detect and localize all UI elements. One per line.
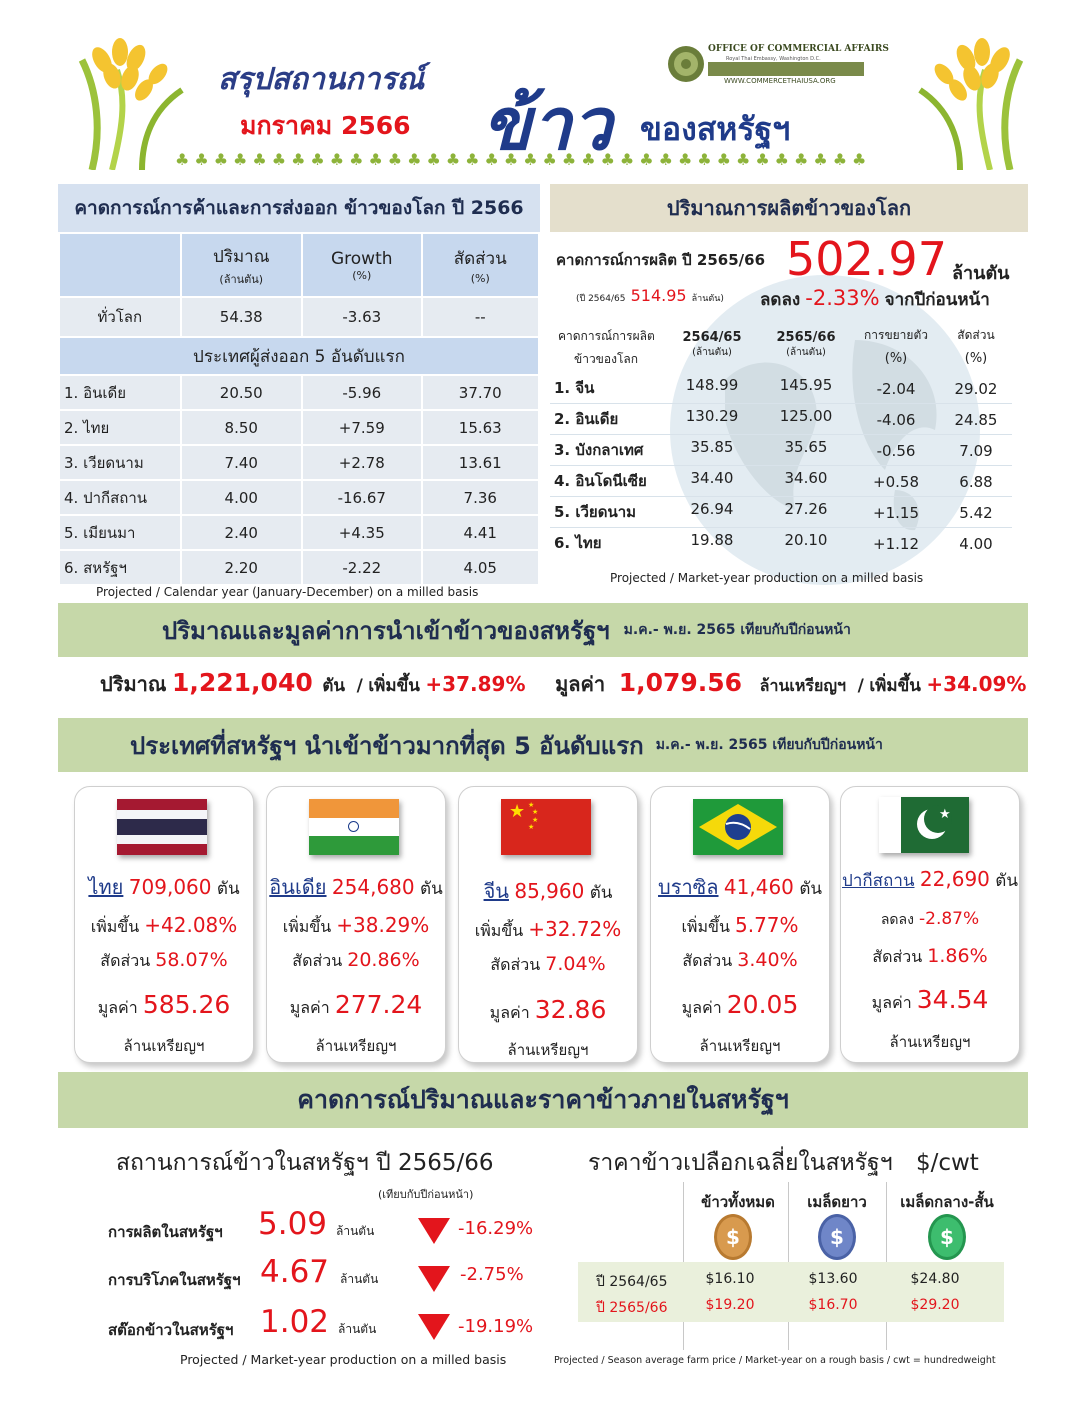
prod-col-y1 [672, 330, 752, 360]
price-row [578, 1294, 1004, 1320]
val-unit: ล้านเหรียญฯ [759, 676, 846, 695]
card-change [841, 909, 1019, 931]
situation-unit: ล้านตัน [340, 1272, 379, 1286]
top-sources-period: ม.ค.- พ.ย. 2565 เทียบกับปีก่อนหน้า [655, 737, 883, 753]
source-card-china [458, 786, 638, 1063]
row-name: 4. อินโดนีเซีย [554, 472, 647, 490]
row-y1: 148.99 [685, 376, 739, 394]
table-header-row [59, 233, 539, 297]
card-qty: 254,680 [331, 875, 415, 899]
forecast-unit: ล้านตัน [952, 263, 1010, 284]
card-value-unit: ล้านเหรียญฯ [889, 1033, 971, 1051]
card-value-unit: ล้านเหรียญฯ [507, 1041, 589, 1059]
card-value-unit: ล้านเหรียญฯ [315, 1037, 397, 1055]
price-col-long: เมล็ดยาว [807, 1193, 867, 1211]
row-name: 3. เวียดนาม [59, 445, 181, 480]
row-share: 13.61 [422, 445, 539, 480]
down-arrow-icon [418, 1218, 450, 1244]
card-share-label: สัดส่วน [490, 955, 541, 974]
price-col-all: ข้าวทั้งหมด [701, 1193, 775, 1211]
col-growth-unit: (%) [352, 268, 372, 282]
price-medium: $29.20 [910, 1297, 960, 1313]
qty-growth: +37.89% [425, 672, 526, 696]
row-qty: 7.40 [181, 445, 302, 480]
col-growth: Growth [330, 248, 393, 269]
change-value: -2.33% [805, 286, 880, 310]
card-value-label: มูลค่า [681, 998, 722, 1017]
card-unit: ตัน [799, 879, 822, 899]
top-exporters-label: ประเทศผู้ส่งออก 5 อันดับแรก [59, 337, 539, 375]
us-import-title-bar [58, 603, 1028, 657]
world-share: -- [422, 297, 539, 337]
pakistan-flag-icon: ★ [879, 797, 969, 853]
card-change [651, 913, 829, 940]
price-all: $19.20 [705, 1297, 755, 1313]
row-growth: +1.15 [873, 504, 919, 522]
card-headline [459, 875, 637, 907]
row-growth: -4.06 [876, 411, 916, 429]
row-name: 1. จีน [554, 379, 595, 397]
prod-col-growth [856, 326, 936, 366]
row-growth: -16.67 [302, 480, 422, 515]
prod-col-share-unit: (%) [964, 351, 988, 366]
header-month: มกราคม 2566 [240, 111, 411, 140]
price-row [578, 1268, 1004, 1294]
india-flag-icon [309, 799, 399, 855]
qty-inc-label: เพิ่มขึ้น [368, 676, 420, 696]
card-change [459, 917, 637, 944]
change-suffix: จากปีก่อนหน้า [884, 290, 990, 310]
table-row [550, 496, 1012, 528]
change-line [760, 286, 990, 313]
situation-unit: ล้านตัน [338, 1322, 377, 1336]
header-title-left: สรุปสถานการณ์ [218, 62, 425, 97]
card-country: ปากีสถาน [842, 871, 915, 891]
card-change-value: +38.29% [336, 913, 430, 937]
table-row [59, 480, 539, 515]
row-qty: 2.40 [181, 515, 302, 550]
card-qty: 41,460 [723, 875, 794, 899]
row-name: 2. อินเดีย [554, 410, 619, 428]
situation-change: -2.75% [460, 1264, 524, 1285]
card-value [651, 990, 829, 1021]
qty-label: ปริมาณ [100, 672, 167, 696]
card-qty: 709,060 [128, 875, 212, 899]
card-country: ไทย [88, 875, 124, 899]
prev-value: 514.95 [630, 286, 687, 305]
china-flag-icon: ★ ★ ★ ★ ★ [501, 799, 591, 855]
situation-row [108, 1206, 548, 1252]
seal-icon [666, 44, 706, 84]
prev-suffix: ล้านตัน) [691, 294, 724, 304]
table-row [59, 445, 539, 480]
prod-col-y1-unit: (ล้านตัน) [692, 347, 732, 358]
card-change-label: เพิ่มขึ้น [474, 921, 524, 940]
card-country: อินเดีย [269, 875, 327, 899]
table-row [550, 434, 1012, 466]
prod-col-growth-unit: (%) [884, 351, 908, 366]
coin-icon-medium: $ [928, 1214, 966, 1260]
prod-col-y1-label: 2564/65 [682, 330, 742, 345]
val-label: มูลค่า [555, 672, 606, 696]
qty-value: 1,221,040 [171, 668, 313, 697]
row-share: 24.85 [954, 411, 998, 429]
card-headline [267, 871, 445, 903]
table-row [550, 527, 1012, 558]
table-row [550, 372, 1012, 404]
card-share-value: 20.86% [347, 949, 420, 971]
prod-col-y2-unit: (ล้านตัน) [786, 347, 826, 358]
table-subheader-row [59, 337, 539, 375]
row-growth: +1.12 [873, 535, 919, 553]
row-growth: +4.35 [302, 515, 422, 550]
situation-value: 4.67 [260, 1254, 330, 1290]
table-row [59, 297, 539, 337]
price-long: $16.70 [808, 1297, 858, 1313]
domestic-title: คาดการณ์ปริมาณและราคาข้าวภายในสหรัฐฯ [297, 1085, 789, 1114]
rice-stalk-left-icon [72, 30, 212, 170]
card-share-value: 1.86% [927, 945, 988, 967]
situation-label: สต๊อกข้าวในสหรัฐฯ [108, 1321, 234, 1339]
header-title-big: ข้าว [482, 82, 613, 166]
row-share: 4.00 [959, 535, 993, 553]
situation-unit: ล้านตัน [336, 1224, 375, 1238]
domestic-note-left: Projected / Market-year production on a milled basis [180, 1352, 507, 1367]
thailand-flag-icon [117, 799, 207, 855]
price-year: ปี 2564/65 [596, 1274, 668, 1290]
forecast-value: 502.97 [786, 232, 947, 286]
row-qty: 2.20 [181, 550, 302, 585]
compare-note: (เทียบกับปีก่อนหน้า) [378, 1188, 474, 1201]
card-value-unit: ล้านเหรียญฯ [699, 1037, 781, 1055]
price-year: ปี 2565/66 [596, 1300, 668, 1316]
world-trade-title-bar [58, 184, 540, 232]
row-y2: 35.65 [784, 438, 828, 456]
row-share: 4.05 [422, 550, 539, 585]
card-share [267, 949, 445, 974]
row-y2: 27.26 [784, 500, 828, 518]
card-unit: ตัน [420, 879, 443, 899]
card-unit: ตัน [589, 883, 613, 903]
card-share-label: สัดส่วน [292, 951, 343, 970]
source-card-brazil [650, 786, 830, 1063]
card-value-label: มูลค่า [489, 1003, 530, 1022]
row-share: 15.63 [422, 410, 539, 445]
down-arrow-icon [418, 1314, 450, 1340]
card-value-amount: 32.86 [534, 995, 607, 1024]
row-name: 1. อินเดีย [59, 375, 181, 410]
card-change-label: เพิ่มขึ้น [90, 917, 140, 936]
situation-label: การบริโภคในสหรัฐฯ [108, 1271, 241, 1289]
col-share-unit: (%) [470, 272, 490, 285]
brazil-flag-icon [693, 799, 783, 855]
qty-sep: / [356, 676, 363, 696]
office-logo [666, 44, 889, 88]
card-headline [651, 871, 829, 903]
situation-value: 1.02 [260, 1304, 330, 1340]
row-name: 5. เวียดนาม [554, 503, 637, 521]
logo-sub: Royal Thai Embassy, Washington D.C. [726, 56, 821, 62]
coin-icon-all: $ [714, 1214, 752, 1260]
world-label: ทั่วโลก [59, 297, 181, 337]
row-y1: 26.94 [690, 500, 734, 518]
price-unit: $/cwt [915, 1150, 979, 1176]
us-import-title: ปริมาณและมูลค่าการนำเข้าข้าวของสหรัฐฯ [162, 616, 610, 645]
card-share [841, 945, 1019, 970]
card-country: บราซิล [658, 875, 719, 899]
col-qty-unit: (ล้านตัน) [219, 272, 264, 286]
card-value-label: มูลค่า [871, 993, 912, 1012]
row-growth: -2.22 [302, 550, 422, 585]
card-share-value: 58.07% [155, 949, 228, 971]
world-trade-note: Projected / Calendar year (January-December) on a milled basis [96, 585, 479, 599]
prev-prefix: (ปี 2564/65 [576, 294, 626, 304]
card-share-label: สัดส่วน [872, 947, 923, 966]
header-title-right: ของสหรัฐฯ [640, 110, 791, 148]
card-share-label: สัดส่วน [100, 951, 151, 970]
col-qty: ปริมาณ [213, 246, 270, 267]
card-change-label: เพิ่มขึ้น [681, 917, 730, 936]
table-row [550, 465, 1012, 497]
row-growth: -0.56 [876, 442, 916, 460]
price-title: ราคาข้าวเปลือกเฉลี่ยในสหรัฐฯ [588, 1150, 893, 1176]
row-name: 3. บังกลาเทศ [554, 441, 644, 459]
val-inc-label: เพิ่มขึ้น [869, 676, 921, 696]
card-share-value: 3.40% [737, 949, 798, 971]
row-share: 29.02 [954, 380, 998, 398]
row-share: 7.36 [422, 480, 539, 515]
card-value-label: มูลค่า [289, 998, 330, 1017]
forecast-label: คาดการณ์การผลิต ปี 2565/66 [556, 251, 766, 269]
card-share [75, 949, 253, 974]
card-change-label: เพิ่มขึ้น [282, 917, 332, 936]
change-prefix: ลดลง [760, 290, 801, 310]
situation-row [108, 1302, 548, 1348]
card-share [459, 953, 637, 978]
prod-col-share [940, 326, 1012, 366]
situation-row [108, 1254, 548, 1300]
card-change [75, 913, 253, 940]
row-name: 2. ไทย [59, 410, 181, 445]
row-name: 4. ปากีสถาน [59, 480, 181, 515]
row-y2: 34.60 [784, 469, 828, 487]
price-col-medium: เมล็ดกลาง-สั้น [900, 1193, 994, 1211]
price-medium: $24.80 [910, 1271, 960, 1287]
row-share: 5.42 [959, 504, 993, 522]
card-value-amount: 585.26 [142, 990, 231, 1019]
coin-icon-long: $ [818, 1214, 856, 1260]
card-value-amount: 277.24 [334, 990, 423, 1019]
row-share: 4.41 [422, 515, 539, 550]
row-name: 6. ไทย [554, 534, 602, 552]
prod-col-label1: คาดการณ์การผลิต [558, 329, 655, 343]
card-change-value: +32.72% [528, 917, 622, 941]
card-headline [75, 871, 253, 903]
col-share: สัดส่วน [453, 249, 507, 269]
row-y1: 130.29 [685, 407, 739, 425]
row-y2: 125.00 [779, 407, 833, 425]
row-growth: -5.96 [302, 375, 422, 410]
situation-value: 5.09 [258, 1206, 328, 1242]
down-arrow-icon [418, 1266, 450, 1292]
row-share: 7.09 [959, 442, 993, 460]
card-value [267, 990, 445, 1021]
row-y1: 35.85 [690, 438, 734, 456]
world-growth: -3.63 [302, 297, 422, 337]
row-growth: +7.59 [302, 410, 422, 445]
card-value-amount: 34.54 [916, 985, 989, 1014]
rice-row-decoration: ♣♣♣♣♣♣♣♣♣♣♣♣♣♣♣♣♣♣♣♣♣♣♣♣♣♣♣♣♣♣♣♣♣♣♣♣ [175, 150, 872, 169]
world-trade-table [58, 232, 540, 586]
card-headline [841, 867, 1019, 894]
world-production-title-bar [550, 184, 1028, 232]
table-row [59, 515, 539, 550]
logo-url: WWW.COMMERCETHAIUSA.ORG [724, 77, 836, 85]
source-card-thailand [74, 786, 254, 1063]
table-row [59, 410, 539, 445]
us-import-period: ม.ค.- พ.ย. 2565 เทียบกับปีก่อนหน้า [623, 622, 851, 638]
prod-col-label2: ข้าวของโลก [574, 352, 639, 366]
source-card-india [266, 786, 446, 1063]
row-qty: 8.50 [181, 410, 302, 445]
card-change-label: ลดลง [880, 912, 914, 928]
card-change-value: -2.87% [919, 909, 980, 929]
prev-year-line [576, 286, 724, 305]
val-growth: +34.09% [926, 672, 1027, 696]
price-all: $16.10 [705, 1271, 755, 1287]
price-long: $13.60 [808, 1271, 858, 1287]
qty-unit: ตัน [322, 676, 345, 696]
prod-col-y2-label: 2565/66 [776, 330, 836, 345]
row-y2: 20.10 [784, 531, 828, 549]
card-value [459, 995, 637, 1026]
card-value-amount: 20.05 [726, 990, 799, 1019]
domestic-title-bar [58, 1072, 1028, 1128]
val-value: 1,079.56 [618, 668, 743, 697]
card-change-value: +42.08% [144, 913, 238, 937]
row-qty: 4.00 [181, 480, 302, 515]
row-growth: -2.04 [876, 380, 916, 398]
card-share [651, 949, 829, 974]
world-qty: 54.38 [181, 297, 302, 337]
row-share: 6.88 [959, 473, 993, 491]
situation-change: -19.19% [458, 1316, 534, 1337]
card-share-label: สัดส่วน [682, 951, 733, 970]
card-value [75, 990, 253, 1021]
row-qty: 20.50 [181, 375, 302, 410]
price-title-line [588, 1145, 979, 1181]
row-growth: +2.78 [302, 445, 422, 480]
val-sep: / [857, 676, 864, 696]
logo-org: OFFICE OF COMMERCIAL AFFAIRS [708, 44, 889, 54]
row-name: 5. เมียนมา [59, 515, 181, 550]
card-value-unit: ล้านเหรียญฯ [123, 1037, 205, 1055]
domestic-note-right: Projected / Season average farm price / Market-year on a rough basis / cwt = hundredweight [554, 1355, 996, 1366]
card-change [267, 913, 445, 940]
top-sources-title-bar [58, 718, 1028, 772]
situation-label: การผลิตในสหรัฐฯ [108, 1223, 223, 1241]
row-name: 6. สหรัฐฯ [59, 550, 181, 585]
world-trade-title: คาดการณ์การค้าและการส่งออก ข้าวของโลก ปี 2566 [74, 197, 524, 219]
prod-col-y2 [766, 330, 846, 360]
situation-title: สถานการณ์ข้าวในสหรัฐฯ ปี 2565/66 [116, 1150, 494, 1176]
us-import-summary [100, 668, 1026, 700]
table-row [59, 550, 539, 585]
row-y1: 34.40 [690, 469, 734, 487]
table-row [59, 375, 539, 410]
card-change-value: 5.77% [734, 913, 799, 937]
row-growth: +0.58 [873, 473, 919, 491]
prod-col-growth-label: การขยายตัว [864, 328, 928, 342]
card-qty: 22,690 [919, 867, 990, 891]
card-share-value: 7.04% [545, 953, 606, 975]
table-row [550, 403, 1012, 435]
card-unit: ตัน [995, 871, 1018, 891]
rice-stalk-right-icon [890, 30, 1030, 170]
source-card-pakistan [840, 786, 1020, 1063]
card-qty: 85,960 [514, 879, 585, 903]
card-value [841, 985, 1019, 1016]
situation-change: -16.29% [458, 1218, 534, 1239]
row-y1: 19.88 [690, 531, 734, 549]
capitol-icon [708, 62, 864, 76]
world-production-note: Projected / Market-year production on a milled basis [610, 571, 924, 585]
prod-col-share-label: สัดส่วน [957, 328, 995, 342]
card-value-label: มูลค่า [97, 998, 138, 1017]
card-unit: ตัน [216, 879, 240, 899]
world-production-title: ปริมาณการผลิตข้าวของโลก [666, 196, 912, 220]
row-y2: 145.95 [779, 376, 833, 394]
top-sources-title: ประเทศที่สหรัฐฯ นำเข้าข้าวมากที่สุด 5 อันดับแรก [130, 731, 644, 760]
row-share: 37.70 [422, 375, 539, 410]
card-country: จีน [483, 879, 509, 903]
